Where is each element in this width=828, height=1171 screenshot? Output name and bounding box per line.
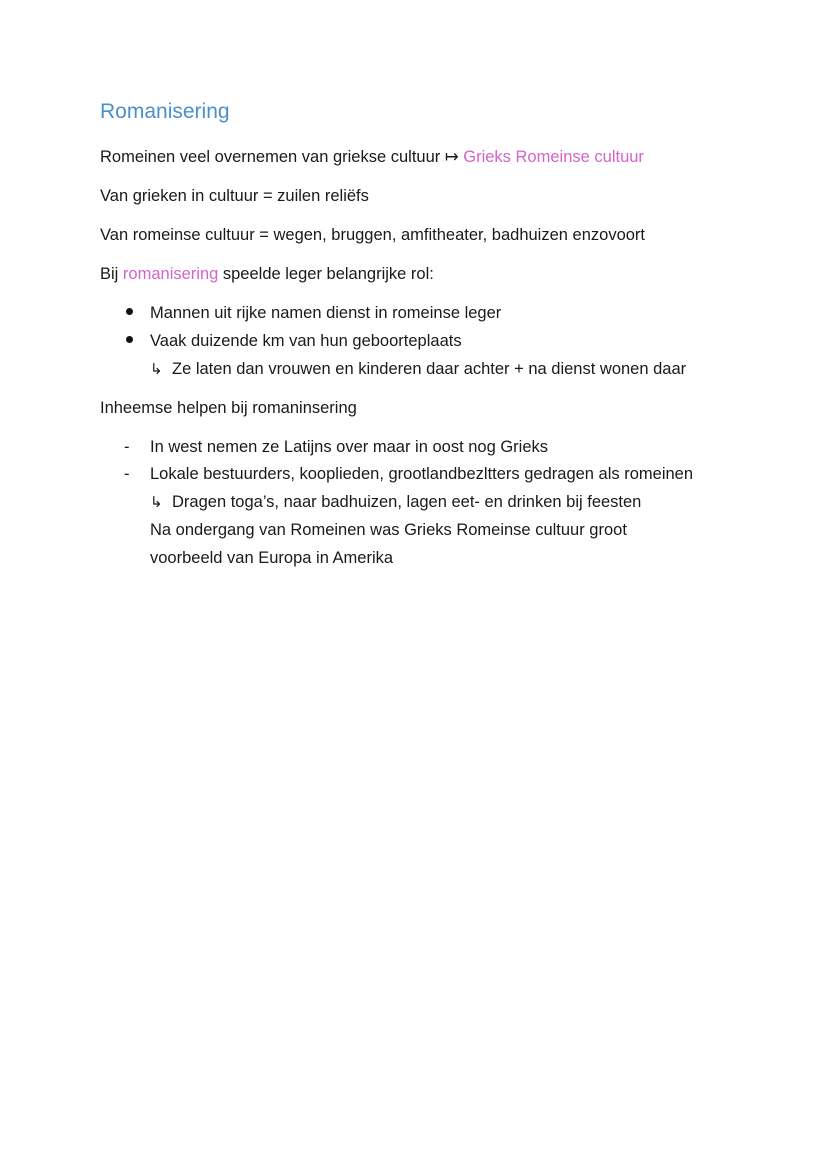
bullet-text: Vaak duizende km van hun geboorteplaats bbox=[150, 332, 462, 350]
closing-line-1: Na ondergang van Romeinen was Grieks Romeinse cultuur groot bbox=[150, 521, 627, 539]
dash-item-text: Lokale bestuurders, kooplieden, grootlandbezltters gedragen als romeinen bbox=[150, 465, 694, 483]
return-arrow-icon: ↳ bbox=[150, 361, 163, 378]
section-heading: Romanisering bbox=[100, 100, 230, 123]
paragraph-line-5: Inheemse helpen bij romaninsering bbox=[100, 399, 357, 417]
paragraph-line-2: Van grieken in cultuur = zuilen reliëfs bbox=[100, 187, 369, 205]
dash-marker: - bbox=[124, 438, 130, 456]
dash-sub-item bbox=[150, 491, 641, 514]
dash-list-item bbox=[124, 436, 548, 458]
paragraph-line-4 bbox=[100, 263, 434, 285]
bullet-item bbox=[126, 330, 462, 352]
dash-list-item bbox=[124, 463, 693, 485]
line-1-text: Romeinen veel overnemen van griekse cultuur ↦ bbox=[100, 148, 464, 166]
bullet-text: Mannen uit rijke namen dienst in romeinse leger bbox=[150, 304, 502, 322]
bullet-sub-item bbox=[150, 358, 686, 381]
closing-line-2: voorbeeld van Europa in Amerika bbox=[150, 549, 394, 567]
line-4-highlight: romanisering bbox=[122, 265, 219, 283]
return-arrow-icon: ↳ bbox=[150, 494, 163, 511]
paragraph-line-1 bbox=[100, 146, 644, 168]
line-4-pre: Bij bbox=[100, 265, 123, 283]
dash-marker: - bbox=[124, 465, 130, 483]
dash-item-text: In west nemen ze Latijns over maar in oost nog Grieks bbox=[150, 438, 549, 456]
paragraph-line-3: Van romeinse cultuur = wegen, bruggen, amfitheater, badhuizen enzovoort bbox=[100, 226, 645, 244]
bullet-dot-icon bbox=[126, 336, 133, 343]
bullet-sub-text: Ze laten dan vrouwen en kinderen daar achter + na dienst wonen daar bbox=[172, 360, 687, 378]
bullet-dot-icon bbox=[126, 308, 133, 315]
line-1-highlight: Grieks Romeinse cultuur bbox=[463, 148, 644, 166]
bullet-item bbox=[126, 302, 501, 324]
line-4-post: speelde leger belangrijke rol: bbox=[218, 265, 434, 283]
dash-sub-text: Dragen toga’s, naar badhuizen, lagen eet- en drinken bij feesten bbox=[172, 493, 642, 511]
